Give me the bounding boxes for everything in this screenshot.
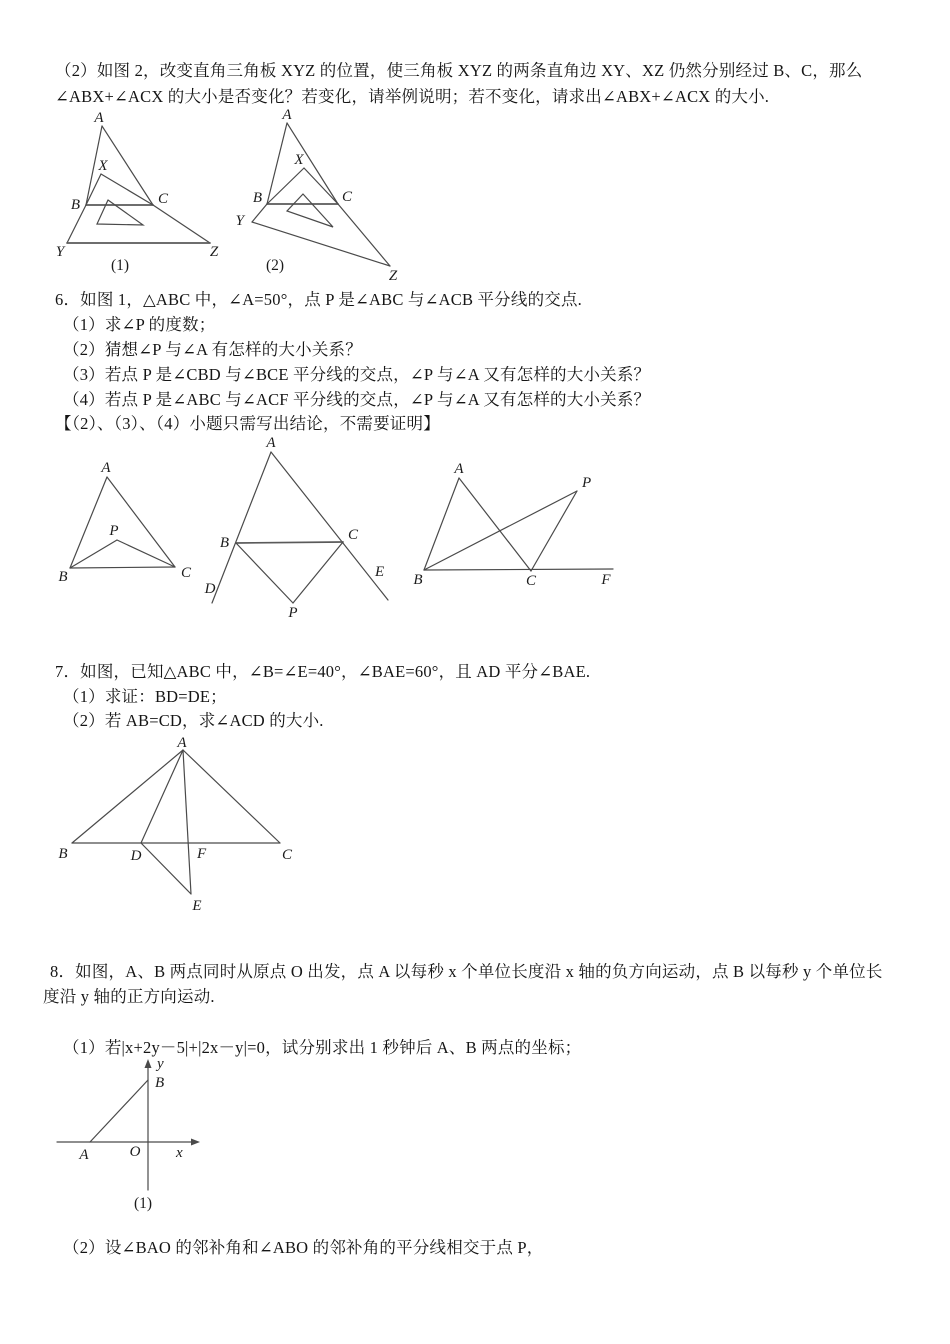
fig1-vertex-label-z: Z [209,244,219,260]
problem2-line1: （2）如图 2，改变直角三角板 XYZ 的位置，使三角板 XYZ 的两条直角边 XY、XZ 仍然分别经过 B、C，那么 [55,61,863,80]
problem8-line2: 度沿 y 轴的正方向运动. [43,987,215,1006]
problem8-item2: （2）设∠BAO 的邻补角和∠ABO 的邻补角的平分线相交于点 P， [63,1238,544,1257]
problem6-item1: （1）求∠P 的度数； [63,315,216,334]
problem8-line1: 8．如图，A、B 两点同时从原点 O 出发，点 A 以每秒 x 个单位长度沿 x 轴的负方向运动，点 B 以每秒 y 个单位长 [50,962,883,981]
problem6-item3: （3）若点 P 是∠CBD 与∠BCE 平分线的交点，∠P 与∠A 又有怎样的大小关系？ [63,365,651,384]
problem7-item2: （2）若 AB=CD，求∠ACD 的大小. [63,711,324,730]
fig6b-vertex-label-e: E [375,564,385,580]
fig1-vertex-label-c: C [158,191,169,207]
figure-xyz-2 [235,108,410,288]
fig6a-vertex-label-p: P [109,523,119,539]
fig8-point-label-a: A [79,1147,89,1163]
problem8-item1: （1）若|x+2y－5|+|2x－y|=0，试分别求出 1 秒钟后 A、B 两点的坐标； [63,1038,582,1057]
fig6c-vertex-label-a: A [454,461,464,477]
fig6c-vertex-label-f: F [601,572,611,588]
fig1-vertex-label-y: Y [55,244,65,260]
fig8-axis-label-y: y [157,1056,164,1072]
fig6c-vertex-label-b: B [413,572,423,588]
fig6c-vertex-label-c: C [525,573,537,589]
fig6a-vertex-label-a: A [101,460,111,476]
figure-6c [405,460,620,595]
fig6b-vertex-label-b: B [219,535,229,551]
fig6a-vertex-label-b: B [58,569,68,585]
fig2-caption: (2) [265,257,285,274]
fig6c-vertex-label-p: P [582,475,592,491]
fig7-vertex-label-a: A [177,735,187,751]
fig2-vertex-label-c: C [342,189,353,205]
fig2-vertex-label-z: Z [388,268,398,284]
problem6-item2: （2）猜想∠P 与∠A 有怎样的大小关系？ [63,340,362,359]
problem6-intro: 6．如图 1，△ABC 中，∠A=50°，点 P 是∠ABC 与∠ACB 平分线的交点. [55,290,583,309]
problem2-line2: ∠ABX+∠ACX 的大小是否变化？若变化，请举例说明；若不变化，请求出∠ABX+∠ACX 的大小. [55,87,770,106]
fig8-axis-label-x: x [176,1145,183,1161]
fig2-vertex-label-y: Y [235,213,244,229]
fig6b-vertex-label-c: C [348,527,359,543]
fig1-vertex-label-b: B [70,197,80,213]
figure-6a [50,455,200,585]
fig8-origin-label: O [129,1144,141,1160]
fig6a-vertex-label-c: C [181,565,192,581]
fig2-vertex-label-x: X [294,152,304,168]
fig8-caption: (1) [133,1195,153,1212]
figure-8-axes [45,1058,210,1218]
fig6b-vertex-label-a: A [266,435,276,451]
figure-xyz-1 [50,110,230,280]
problem6-item4: （4）若点 P 是∠ABC 与∠ACF 平分线的交点，∠P 与∠A 又有怎样的大小关系？ [63,390,651,409]
fig7-vertex-label-e: E [192,898,202,914]
figure-7 [50,735,300,918]
fig7-vertex-label-f: F [197,846,207,862]
fig1-vertex-label-a: A [94,110,104,126]
fig1-vertex-label-x: X [98,158,108,174]
fig6b-vertex-label-d: D [204,581,216,597]
figure-6b [195,435,395,620]
fig7-vertex-label-b: B [58,846,68,862]
fig7-vertex-label-d: D [130,848,142,864]
fig1-caption: (1) [110,257,130,274]
fig2-vertex-label-a: A [282,107,292,123]
problem7-item1: （1）求证：BD=DE； [63,687,227,706]
fig7-vertex-label-c: C [281,847,293,863]
fig6b-vertex-label-p: P [288,605,298,621]
fig8-point-label-b: B [155,1075,165,1091]
problem6-note: 【（2）、（3）、（4）小题只需写出结论，不需要证明】 [55,414,440,433]
problem7-intro: 7．如图，已知△ABC 中，∠B=∠E=40°，∠BAE=60°，且 AD 平分∠BAE. [55,662,591,681]
fig2-vertex-label-b: B [252,190,262,206]
